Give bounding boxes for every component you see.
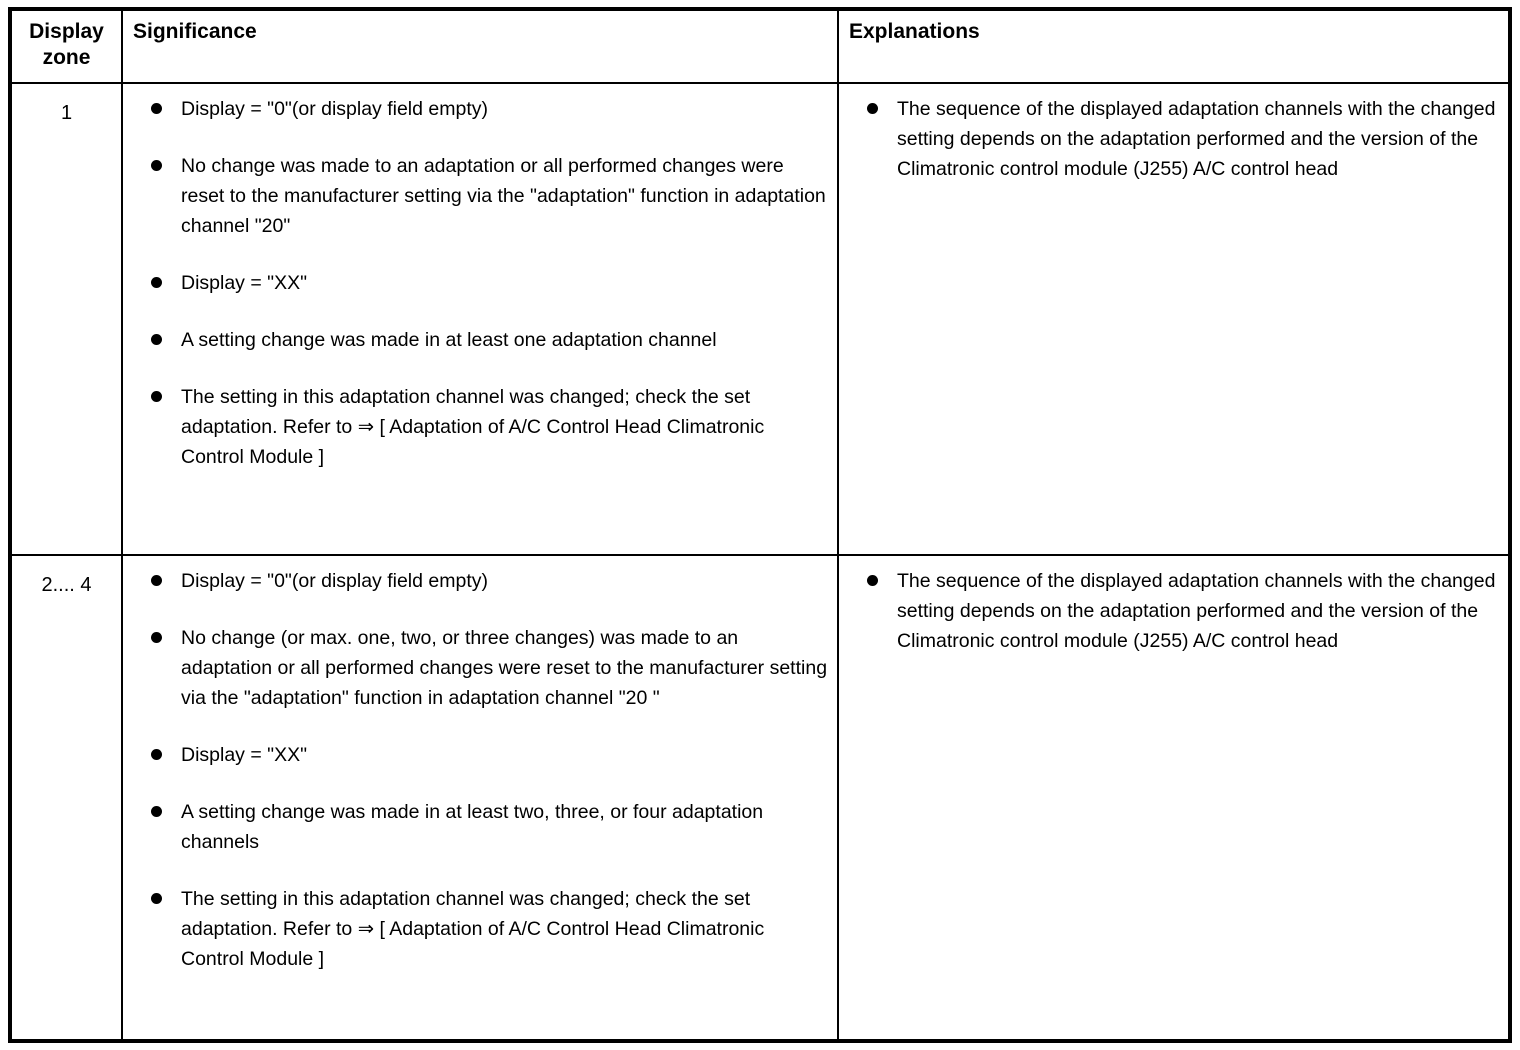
bullet-icon bbox=[867, 103, 878, 114]
bullet-text: Display = "0"(or display field empty) bbox=[181, 97, 489, 120]
bullet-icon bbox=[151, 893, 162, 904]
bullet-text: The sequence of the displayed adaptation channels with the changed setting depends on the adaptation performed and the version of the Climatronic control module (J255) A/C control head bbox=[897, 569, 1496, 652]
column-header-explanations: Explanations bbox=[838, 9, 1510, 83]
column-header-display-zone: Display zone bbox=[10, 9, 122, 83]
column-header-significance: Significance bbox=[122, 9, 838, 83]
bullet-icon bbox=[151, 334, 162, 345]
bullet-text: A setting change was made in at least two, three, or four adaptation channels bbox=[181, 800, 764, 853]
significance-cell bbox=[122, 555, 838, 1042]
bullet-item bbox=[859, 566, 1502, 656]
adaptation-channels-table bbox=[8, 7, 1512, 1043]
significance-bullet-list bbox=[133, 94, 831, 472]
bullet-text: No change was made to an adaptation or all performed changes were reset to the manufacturer setting via the "adaptation" function in adaptation channel "20" bbox=[181, 154, 826, 237]
bullet-icon bbox=[151, 391, 162, 402]
explanations-cell bbox=[838, 83, 1510, 555]
bullet-item bbox=[143, 151, 831, 241]
bullet-text: Display = "XX" bbox=[181, 271, 308, 294]
bullet-text: Display = "0"(or display field empty) bbox=[181, 569, 489, 592]
bullet-text: The setting in this adaptation channel was changed; check the set adaptation. Refer to ⇒ [ Adaptation of A/C Control Head Climatronic Control Module ] bbox=[181, 385, 765, 468]
table-row bbox=[10, 83, 1510, 555]
bullet-item bbox=[143, 382, 831, 472]
bullet-text: A setting change was made in at least one adaptation channel bbox=[181, 328, 717, 351]
bullet-item bbox=[143, 325, 831, 355]
explanations-bullet-list bbox=[849, 94, 1502, 184]
bullet-text: Display = "XX" bbox=[181, 743, 308, 766]
bullet-item bbox=[143, 797, 831, 857]
bullet-icon bbox=[867, 575, 878, 586]
bullet-item bbox=[143, 94, 831, 124]
bullet-text: The sequence of the displayed adaptation channels with the changed setting depends on the adaptation performed and the version of the Climatronic control module (J255) A/C control head bbox=[897, 97, 1496, 180]
bullet-item bbox=[143, 566, 831, 596]
explanations-cell bbox=[838, 555, 1510, 1042]
bullet-icon bbox=[151, 749, 162, 760]
bullet-icon bbox=[151, 277, 162, 288]
significance-cell bbox=[122, 83, 838, 555]
bullet-text: No change (or max. one, two, or three changes) was made to an adaptation or all performed changes were reset to the manufacturer setting via the "adaptation" function in adaptation channel "20 " bbox=[181, 626, 828, 709]
display-zone-value: 2.... 4 bbox=[10, 555, 122, 1042]
bullet-item bbox=[143, 623, 831, 713]
bullet-icon bbox=[151, 632, 162, 643]
display-zone-value: 1 bbox=[10, 83, 122, 555]
bullet-text: The setting in this adaptation channel was changed; check the set adaptation. Refer to ⇒ [ Adaptation of A/C Control Head Climatronic Control Module ] bbox=[181, 887, 765, 970]
bullet-item bbox=[143, 268, 831, 298]
bullet-icon bbox=[151, 806, 162, 817]
bullet-icon bbox=[151, 575, 162, 586]
table-row bbox=[10, 555, 1510, 1042]
bullet-item bbox=[859, 94, 1502, 184]
explanations-bullet-list bbox=[849, 566, 1502, 656]
bullet-icon bbox=[151, 103, 162, 114]
significance-bullet-list bbox=[133, 566, 831, 974]
table-header-row bbox=[10, 9, 1510, 83]
bullet-icon bbox=[151, 160, 162, 171]
bullet-item bbox=[143, 740, 831, 770]
bullet-item bbox=[143, 884, 831, 974]
